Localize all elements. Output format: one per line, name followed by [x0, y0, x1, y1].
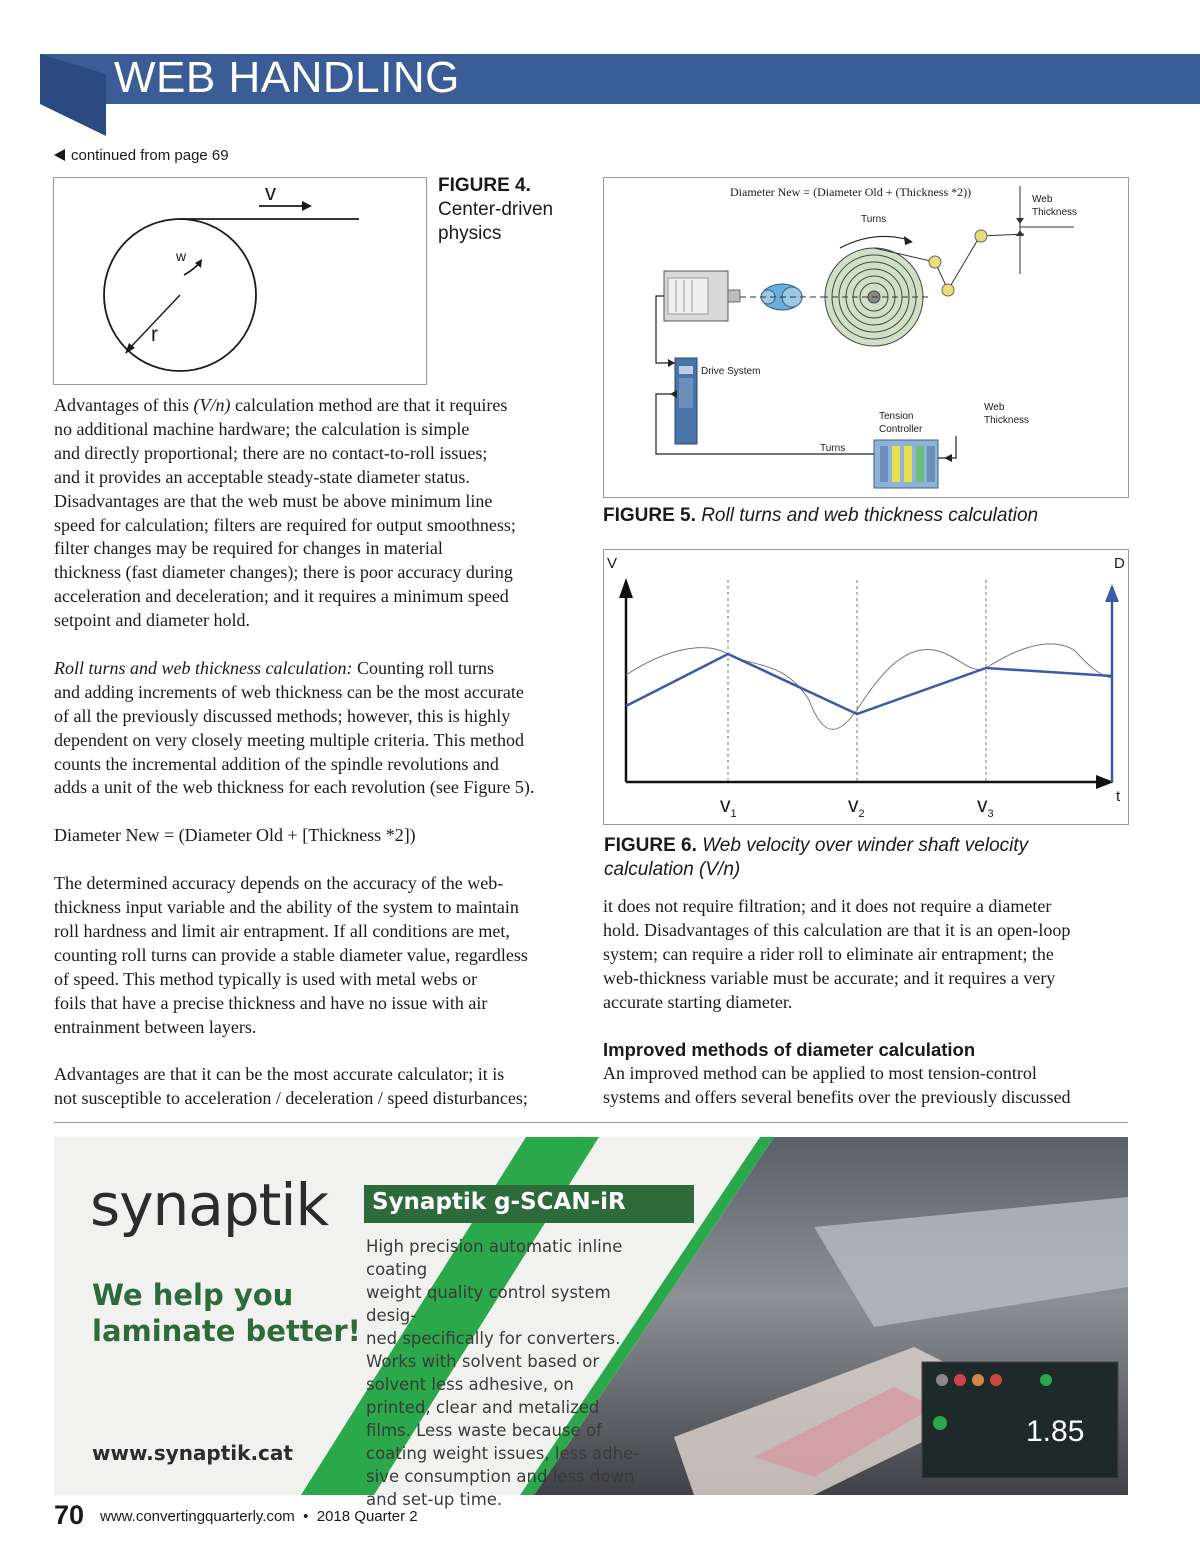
ad-url[interactable]: www.synaptik.cat	[92, 1441, 293, 1465]
continued-link[interactable]: continued from page 69	[54, 147, 229, 164]
figure-4-diagram	[53, 177, 427, 385]
figure-4-caption: FIGURE 4. Center-driven physics	[438, 175, 554, 244]
angular-velocity-label: w	[176, 248, 187, 264]
v3-label: $v_3$	[977, 794, 994, 821]
x-axis-t-label: t	[1116, 788, 1121, 805]
page-section-title: WEB HANDLING	[114, 53, 460, 102]
web-thickness-top-label: Web Thickness	[1032, 194, 1078, 218]
paragraph-roll-turns: Roll turns and web thickness calculation: Counting roll turns and adding increments of web thickness can be the most accurate of all the previously discussed methods; however, this is highly dependent on very closely meeting multiple criteria. This method counts the incremental addition of the spindle revolutions and adds a unit of the web thickness for each revolution (see Figure 5).	[54, 657, 535, 798]
section-subheading: Improved methods of diameter calculation	[603, 1039, 976, 1061]
back-arrow-icon	[54, 149, 65, 161]
velocity-label: v	[265, 180, 276, 205]
turns-top-label: Turns	[861, 214, 887, 225]
ad-divider	[54, 1122, 1128, 1123]
ad-tagline: We help you laminate better!	[92, 1278, 361, 1348]
ad-description: High precision automatic inline coating weight quality control system desig- ned specifically for converters. Works with solvent based or solvent less adhesive, on printed, clear and metalized films. Less waste because of coating weight issues, less adhe- sive consumption and less down and set-up time.	[366, 1237, 640, 1509]
synaptik-advertisement[interactable]	[54, 1137, 1128, 1509]
v1-label: $v_1$	[720, 794, 737, 821]
radius-label: r	[151, 323, 158, 346]
footer-site-issue: www.convertingquarterly.com • 2018 Quarter 2	[100, 1508, 418, 1525]
paragraph-formula: Diameter New = (Diameter Old + [Thickness *2])	[54, 825, 416, 846]
tension-controller-label: Tension Controller	[879, 411, 923, 435]
paragraph-vn-advantages: Advantages of this (V/n) calculation method are that it requires no additional machine hardware; the calculation is simple and directly proportional; there are no contact-to-roll issues; and it provides an acceptable steady-state diameter status. Disadvantages are that the web must be above minimum line speed for calculation; filters are required for output smoothness; filter changes may be required for changes in material thickness (fast diameter changes); there is poor accuracy during acceleration and deceleration; and it requires a minimum speed setpoint and diameter hold.	[54, 395, 516, 631]
paragraph-advantages: Advantages are that it can be the most accurate calculator; it is not susceptible to acceleration / deceleration / speed disturbances;	[54, 1064, 528, 1109]
v2-label: $v_2$	[848, 794, 865, 821]
web-thickness-bottom-label: Web Thickness	[984, 402, 1030, 426]
ad-product-name: Synaptik g-SCAN-iR	[372, 1189, 626, 1215]
drive-system-label: Drive System	[701, 366, 761, 377]
synaptik-logo: synaptik	[90, 1171, 329, 1239]
y-axis-d-label: D	[1114, 555, 1125, 572]
paragraph-filtration: it does not require filtration; and it does not require a diameter hold. Disadvantages of this calculation are that it is an open-loop system; can require a rider roll to eliminate air entrapment; the web-thickness variable must be accurate; and it requires a very accurate starting diameter.	[603, 896, 1071, 1012]
figure-5-diagram	[603, 177, 1129, 498]
paragraph-improved: An improved method can be applied to most tension-control systems and offers several benefits over the previously discussed	[603, 1063, 1071, 1108]
turns-bottom-label: Turns	[820, 443, 846, 454]
y-axis-v-label: V	[607, 555, 618, 572]
right-column-text	[603, 895, 1143, 1110]
figure-5-caption: FIGURE 5. Roll turns and web thickness calculation	[603, 505, 1039, 526]
paragraph-accuracy: The determined accuracy depends on the accuracy of the web- thickness input variable and the ability of the system to maintain roll hardness and limit air entrapment. If all conditions are met, counting roll turns can provide a stable diameter value, regardless of speed. This method typically is used with metal webs or foils that have a precise thickness and have no issue with air entrainment between layers.	[54, 873, 528, 1037]
formula-label: Diameter New = (Diameter Old + (Thickness *2))	[730, 185, 972, 199]
page-number: 70	[54, 1500, 85, 1530]
figure-6-caption: FIGURE 6. Web velocity over winder shaft velocity calculation (V/n)	[604, 835, 1029, 880]
header-notch-graphic	[40, 54, 106, 136]
left-column-text	[54, 394, 594, 1111]
ad-screen-value: 1.85	[1026, 1415, 1085, 1448]
figure-6-chart	[603, 549, 1129, 825]
